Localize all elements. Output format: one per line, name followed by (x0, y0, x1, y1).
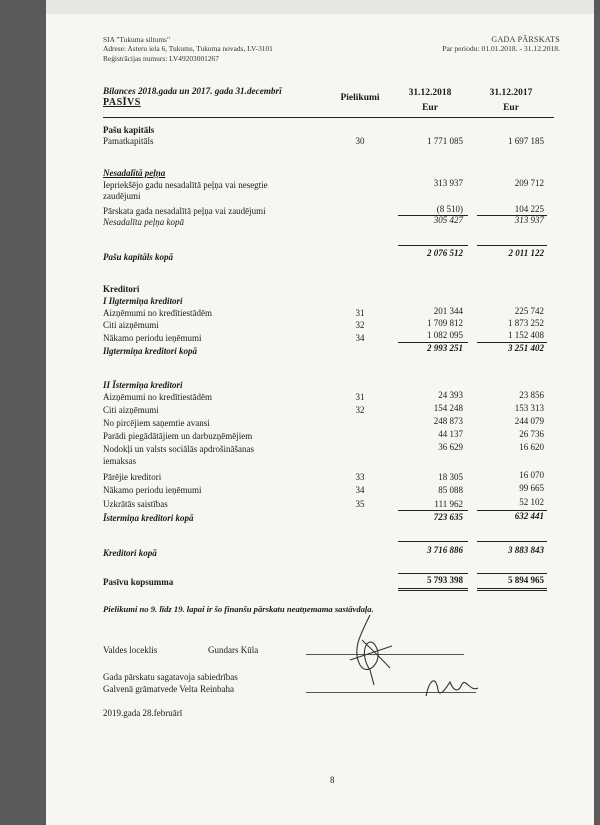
row-note: 31 (355, 308, 365, 318)
row-note: 32 (355, 405, 365, 415)
row-label: Pārējie kreditori (103, 472, 162, 482)
row-label: Nesadalīta peļņa kopā (103, 217, 184, 227)
year-2018-header: 31.12.2018 (408, 88, 452, 98)
board-name: Gundars Kūla (208, 645, 259, 655)
row-value-2017: 1 873 252 (508, 318, 544, 328)
page-number: 8 (330, 775, 335, 785)
row-value-2017: 1 697 185 (508, 136, 544, 146)
row-note: 31 (355, 392, 365, 402)
row-value-2017: 3 251 402 (508, 343, 544, 353)
subtotal-rule (398, 541, 468, 542)
row-label: Citi aizņēmumi (103, 405, 159, 415)
row-note: 35 (355, 499, 365, 509)
section-title: PASĪVS (103, 97, 141, 108)
total-rule (477, 573, 547, 574)
subtotal-rule (398, 510, 468, 511)
appendix-note: Pielikumi no 9. līdz 19. lapai ir šo finanšu pārskatu neatņemama sastāvdaļa. (103, 604, 374, 614)
row-note: 33 (355, 472, 365, 482)
row-value-2018: 313 937 (433, 178, 463, 188)
total-double-rule (477, 590, 547, 591)
chief-accountant: Galvenā grāmatvede Velta Reinbaha (103, 684, 235, 694)
unit-2017: Eur (503, 103, 519, 113)
row-value-2017: 209 712 (514, 178, 544, 188)
company-address: Adrese: Asteru iela 6, Tukums, Tukuma novads, LV-3101 (103, 44, 273, 54)
handwritten-signature (330, 610, 410, 690)
row-label-cont: iemaksas (103, 456, 136, 466)
company-regnum: Reģistrācijas numurs: LV49203001267 (103, 53, 219, 63)
row-value-2017: 16 620 (519, 442, 544, 452)
row-value-2017: 244 079 (514, 416, 544, 426)
row-value-2018: 1 709 812 (427, 318, 463, 328)
row-value-2018: 36 629 (438, 442, 463, 452)
row-note: 30 (355, 136, 365, 146)
row-label: Īstermiņa kreditori kopā (103, 513, 194, 523)
row-label: Kreditori kopā (103, 548, 157, 558)
row-value-2017: 5 894 965 (508, 575, 544, 585)
scan-edge (46, 0, 594, 14)
row-label: Parādi piegādātājiem un darbuzņēmējiem (103, 431, 253, 441)
year-2017-header: 31.12.2017 (489, 88, 533, 98)
prepared-by: Gada pārskatu sagatavoja sabiedrības (103, 672, 238, 682)
total-double-rule (398, 590, 468, 591)
total-rule (398, 573, 468, 574)
row-value-2017: 1 152 408 (508, 330, 544, 340)
row-value-2018: 111 962 (434, 499, 463, 509)
row-label-cont: zaudējumi (103, 191, 141, 201)
short-term-heading: II Īstermiņa kreditori (103, 380, 183, 390)
row-label: Citi aizņēmumi (103, 320, 159, 330)
row-value-2018: 248 873 (433, 416, 463, 426)
row-label: Ilgtermiņa kreditori kopā (103, 346, 198, 356)
row-value-2017: 225 742 (514, 306, 544, 316)
subtotal-rule (398, 245, 468, 246)
retained-earnings-heading: Nesadalītā peļņa (103, 168, 166, 178)
row-value-2018: 154 248 (433, 403, 463, 413)
handwritten-signature (418, 668, 488, 704)
row-note: 32 (355, 320, 365, 330)
header-rule (103, 117, 554, 118)
row-value-2017: 26 736 (519, 429, 544, 439)
creditors-heading: Kreditori (103, 284, 140, 294)
row-value-2017: 2 011 122 (508, 248, 544, 258)
row-value-2018: 305 427 (433, 215, 463, 225)
subtotal-rule (477, 245, 547, 246)
subtotal-rule (477, 541, 547, 542)
row-value-2017: 52 102 (519, 497, 544, 507)
report-period: Par periodu: 01.01.2018. - 31.12.2018. (442, 44, 560, 54)
row-value-2018: 2 993 251 (427, 343, 463, 353)
row-label: Nākamo periodu ieņēmumi (103, 485, 202, 495)
row-value-2018: 85 088 (438, 485, 463, 495)
row-value-2018: 3 716 886 (427, 545, 463, 555)
row-value-2018: 1 771 085 (427, 136, 463, 146)
row-note: 34 (355, 333, 365, 343)
row-value-2018: 44 137 (438, 429, 463, 439)
row-value-2018: 5 793 398 (427, 575, 463, 585)
row-value-2017: 104 225 (514, 204, 544, 214)
row-value-2018: 723 635 (433, 512, 463, 522)
long-term-heading: I Ilgtermiņa kreditori (103, 296, 183, 306)
row-label: Aizņēmumi no kredītiestādēm (103, 392, 212, 402)
row-label: Iepriekšējo gadu nesadalītā peļņa vai nesegtie (103, 180, 268, 190)
row-value-2017: 632 441 (514, 511, 544, 521)
row-label: Pasīvu kopsumma (103, 577, 174, 587)
row-value-2017: 313 937 (514, 215, 544, 225)
equity-heading: Pašu kapitāls (103, 125, 155, 135)
row-label: Pašu kapitāls kopā (103, 252, 174, 262)
total-double-rule (477, 588, 547, 589)
row-label: No pircējiem saņemtie avansi (103, 418, 210, 428)
row-label: Nākamo periodu ieņēmumi (103, 333, 202, 343)
notes-column-header: Pielikumi (340, 93, 380, 103)
row-value-2017: 3 883 843 (508, 545, 544, 555)
board-role: Valdes loceklis (103, 645, 158, 655)
row-label: Nodokļi un valsts sociālās apdrošināšanas (103, 444, 254, 454)
row-note: 34 (355, 485, 365, 495)
report-header (442, 35, 560, 54)
unit-2018: Eur (422, 103, 438, 113)
row-value-2017: 153 313 (514, 403, 544, 413)
company-header (103, 35, 273, 63)
row-value-2018: (8 510) (436, 204, 463, 214)
signing-date: 2019.gada 28.februārī (103, 708, 183, 718)
total-double-rule (398, 588, 468, 589)
company-name: SIA "Tukuma siltums" (103, 35, 170, 44)
row-label: Aizņēmumi no kredītiestādēm (103, 308, 212, 318)
row-value-2018: 18 305 (438, 472, 463, 482)
row-label: Pamatkapitāls (103, 136, 154, 146)
balance-title: Bilances 2018.gada un 2017. gada 31.decembrī (103, 86, 282, 96)
row-value-2018: 2 076 512 (427, 248, 463, 258)
row-value-2018: 1 082 095 (427, 330, 463, 340)
report-title: GADA PĀRSKATS (491, 35, 560, 44)
row-value-2018: 201 344 (433, 306, 463, 316)
row-value-2017: 99 665 (519, 483, 544, 493)
row-label: Pārskata gada nesadalītā peļņa vai zaudējumi (103, 206, 266, 216)
row-value-2017: 16 070 (519, 470, 544, 480)
row-value-2017: 23 856 (519, 390, 544, 400)
row-label: Uzkrātās saistības (103, 499, 168, 509)
row-value-2018: 24 393 (438, 390, 463, 400)
